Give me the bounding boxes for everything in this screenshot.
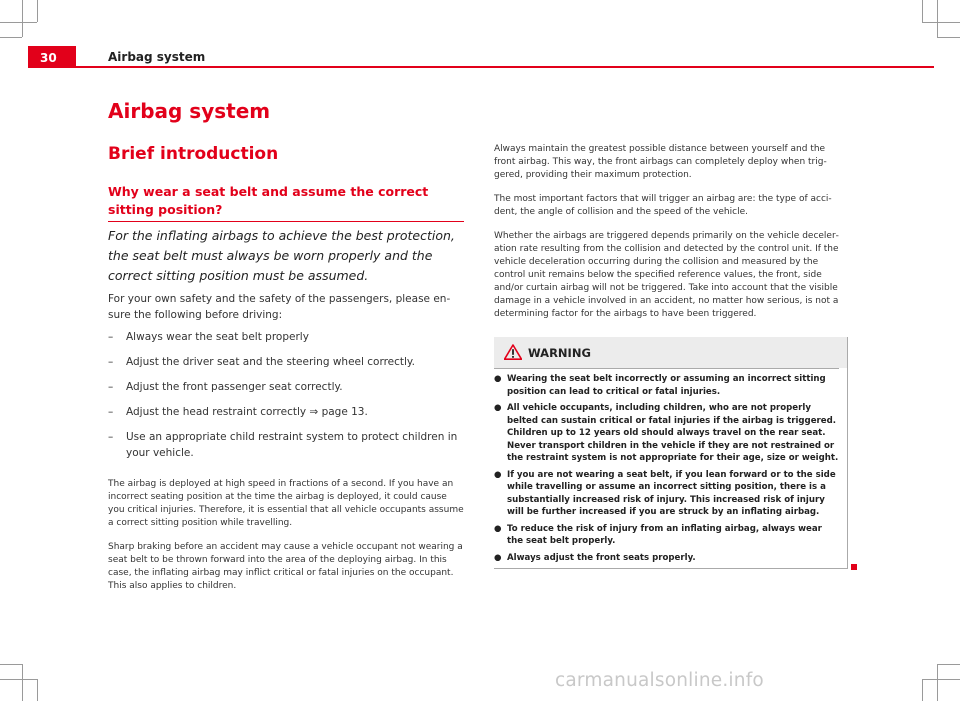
crop-mark [0, 22, 37, 23]
list-item [108, 429, 464, 461]
braking-paragraph: Sharp braking before an accident may cause a vehicle occupant not wearing a seat belt to be thrown forward into the area of the deploying airbag. In this case, the inflating airbag may inflict critical or fatal injuries on the occupant. This also applies to children. [108, 542, 463, 591]
dash-marker: – [108, 356, 114, 368]
crop-mark [922, 0, 923, 22]
list-item-text: Adjust the front passenger seat correctly. [126, 381, 343, 393]
subsection-title: Why wear a seat belt and assume the correct sitting position? [108, 183, 464, 222]
crop-mark [0, 664, 22, 665]
warning-item-text: Wearing the seat belt incorrectly or assuming an incorrect sitting position can lead to critical or fatal injuries. [507, 374, 826, 397]
chapter-title: Airbag system [108, 99, 271, 123]
bullet-marker: ● [494, 374, 502, 384]
bullet-marker: ● [494, 523, 502, 534]
deploy-paragraph: The airbag is deployed at high speed in fractions of a second. If you have an incorrect seating position at the time the airbag is deployed, it could cause you critical injuries. Therefore, it is essential that all vehicle occupants assume a correct sitting position while travelling. [108, 479, 464, 528]
deceleration-paragraph: Whether the airbags are triggered depends primarily on the vehicle deceleration rate resulting from the collision and detected by the control unit. If the vehicle deceleration occurring during the collision and measured by the control unit remains below the specified reference values, the front, side and/or curtain airbag will not be triggered. Take into account that the visible damage in a vehicle involved in an accident, no matter how serious, is not a determining factor for the airbags to have been triggered. [494, 231, 839, 319]
header-rule [76, 66, 934, 68]
running-header-title: Airbag system [108, 50, 206, 64]
crop-mark [22, 0, 23, 37]
warning-box [494, 337, 848, 569]
warning-item [494, 523, 839, 548]
warning-item [494, 552, 839, 565]
section-title: Brief introduction [108, 144, 279, 164]
trigger-factors-paragraph: The most important factors that will trigger an airbag are: the type of accident, the angle of collision and the speed of the vehicle. [494, 194, 832, 217]
safety-paragraph: For your own safety and the safety of the passengers, please ensure the following before driving: [108, 293, 451, 321]
watermark: carmanualsonline.info [555, 670, 764, 691]
crop-mark [922, 679, 960, 680]
warning-triangle-icon [504, 344, 522, 360]
list-item-text: Always wear the seat belt properly [126, 331, 309, 343]
warning-item-text: All vehicle occupants, including children, who are not properly belted can sustain critical or fatal injuries if the airbag is triggered. Children up to 12 years old should always travel on the rear seat. Never transport children in the vehicle if they are not restrained or the restraint system is not appropriate for their age, size or weight. [507, 403, 839, 463]
page-number: 30 [28, 46, 76, 68]
dash-marker: – [108, 331, 114, 343]
list-item-text: Adjust the driver seat and the steering wheel correctly. [126, 356, 415, 368]
crop-mark [937, 37, 960, 38]
crop-mark [22, 664, 23, 701]
warning-item [494, 469, 839, 519]
list-item [108, 379, 464, 395]
warning-item-text: Always adjust the front seats properly. [507, 552, 696, 563]
dash-marker: – [108, 406, 114, 418]
intro-paragraph: For the inflating airbags to achieve the best protection, the seat belt must always be worn properly and the correct sitting position must be assumed. [108, 228, 455, 283]
list-item-text: Use an appropriate child restraint system to protect children in your vehicle. [126, 431, 458, 459]
bullet-marker: ● [494, 469, 502, 480]
crop-mark [937, 664, 938, 701]
crop-mark [938, 664, 960, 665]
bullet-marker: ● [494, 403, 502, 413]
crop-mark [0, 37, 22, 38]
list-item-text: Adjust the head restraint correctly ⇒ page 13. [126, 406, 368, 418]
dash-marker: – [108, 381, 114, 393]
warning-item-text: If you are not wearing a seat belt, if you lean forward or to the side while travelling or assume an incorrect sitting position, there is a substantially increased risk of injury. This increased risk of injury will be further increased if you are struck by an inflating airbag. [507, 469, 836, 517]
list-item [108, 329, 464, 345]
dash-marker: – [108, 431, 114, 443]
warning-list [494, 368, 839, 568]
crop-mark [922, 22, 960, 23]
warning-header [494, 337, 847, 368]
section-end-marker [851, 564, 857, 570]
crop-mark [937, 0, 938, 37]
list-item [108, 404, 464, 420]
warning-item [494, 402, 839, 465]
crop-mark [0, 679, 37, 680]
warning-title: WARNING [528, 346, 591, 360]
crop-mark [922, 679, 923, 701]
list-item [108, 354, 464, 370]
safety-checklist [108, 329, 464, 470]
warning-item-text: To reduce the risk of injury from an inflating airbag, always wear the seat belt properly. [507, 523, 822, 546]
crop-mark [37, 0, 38, 22]
distance-paragraph: Always maintain the greatest possible distance between yourself and the front airbag. This way, the front airbags can completely deploy when triggered, providing their maximum protection. [494, 144, 827, 180]
crop-mark [37, 679, 38, 701]
bullet-marker: ● [494, 552, 502, 563]
warning-item [494, 373, 839, 398]
